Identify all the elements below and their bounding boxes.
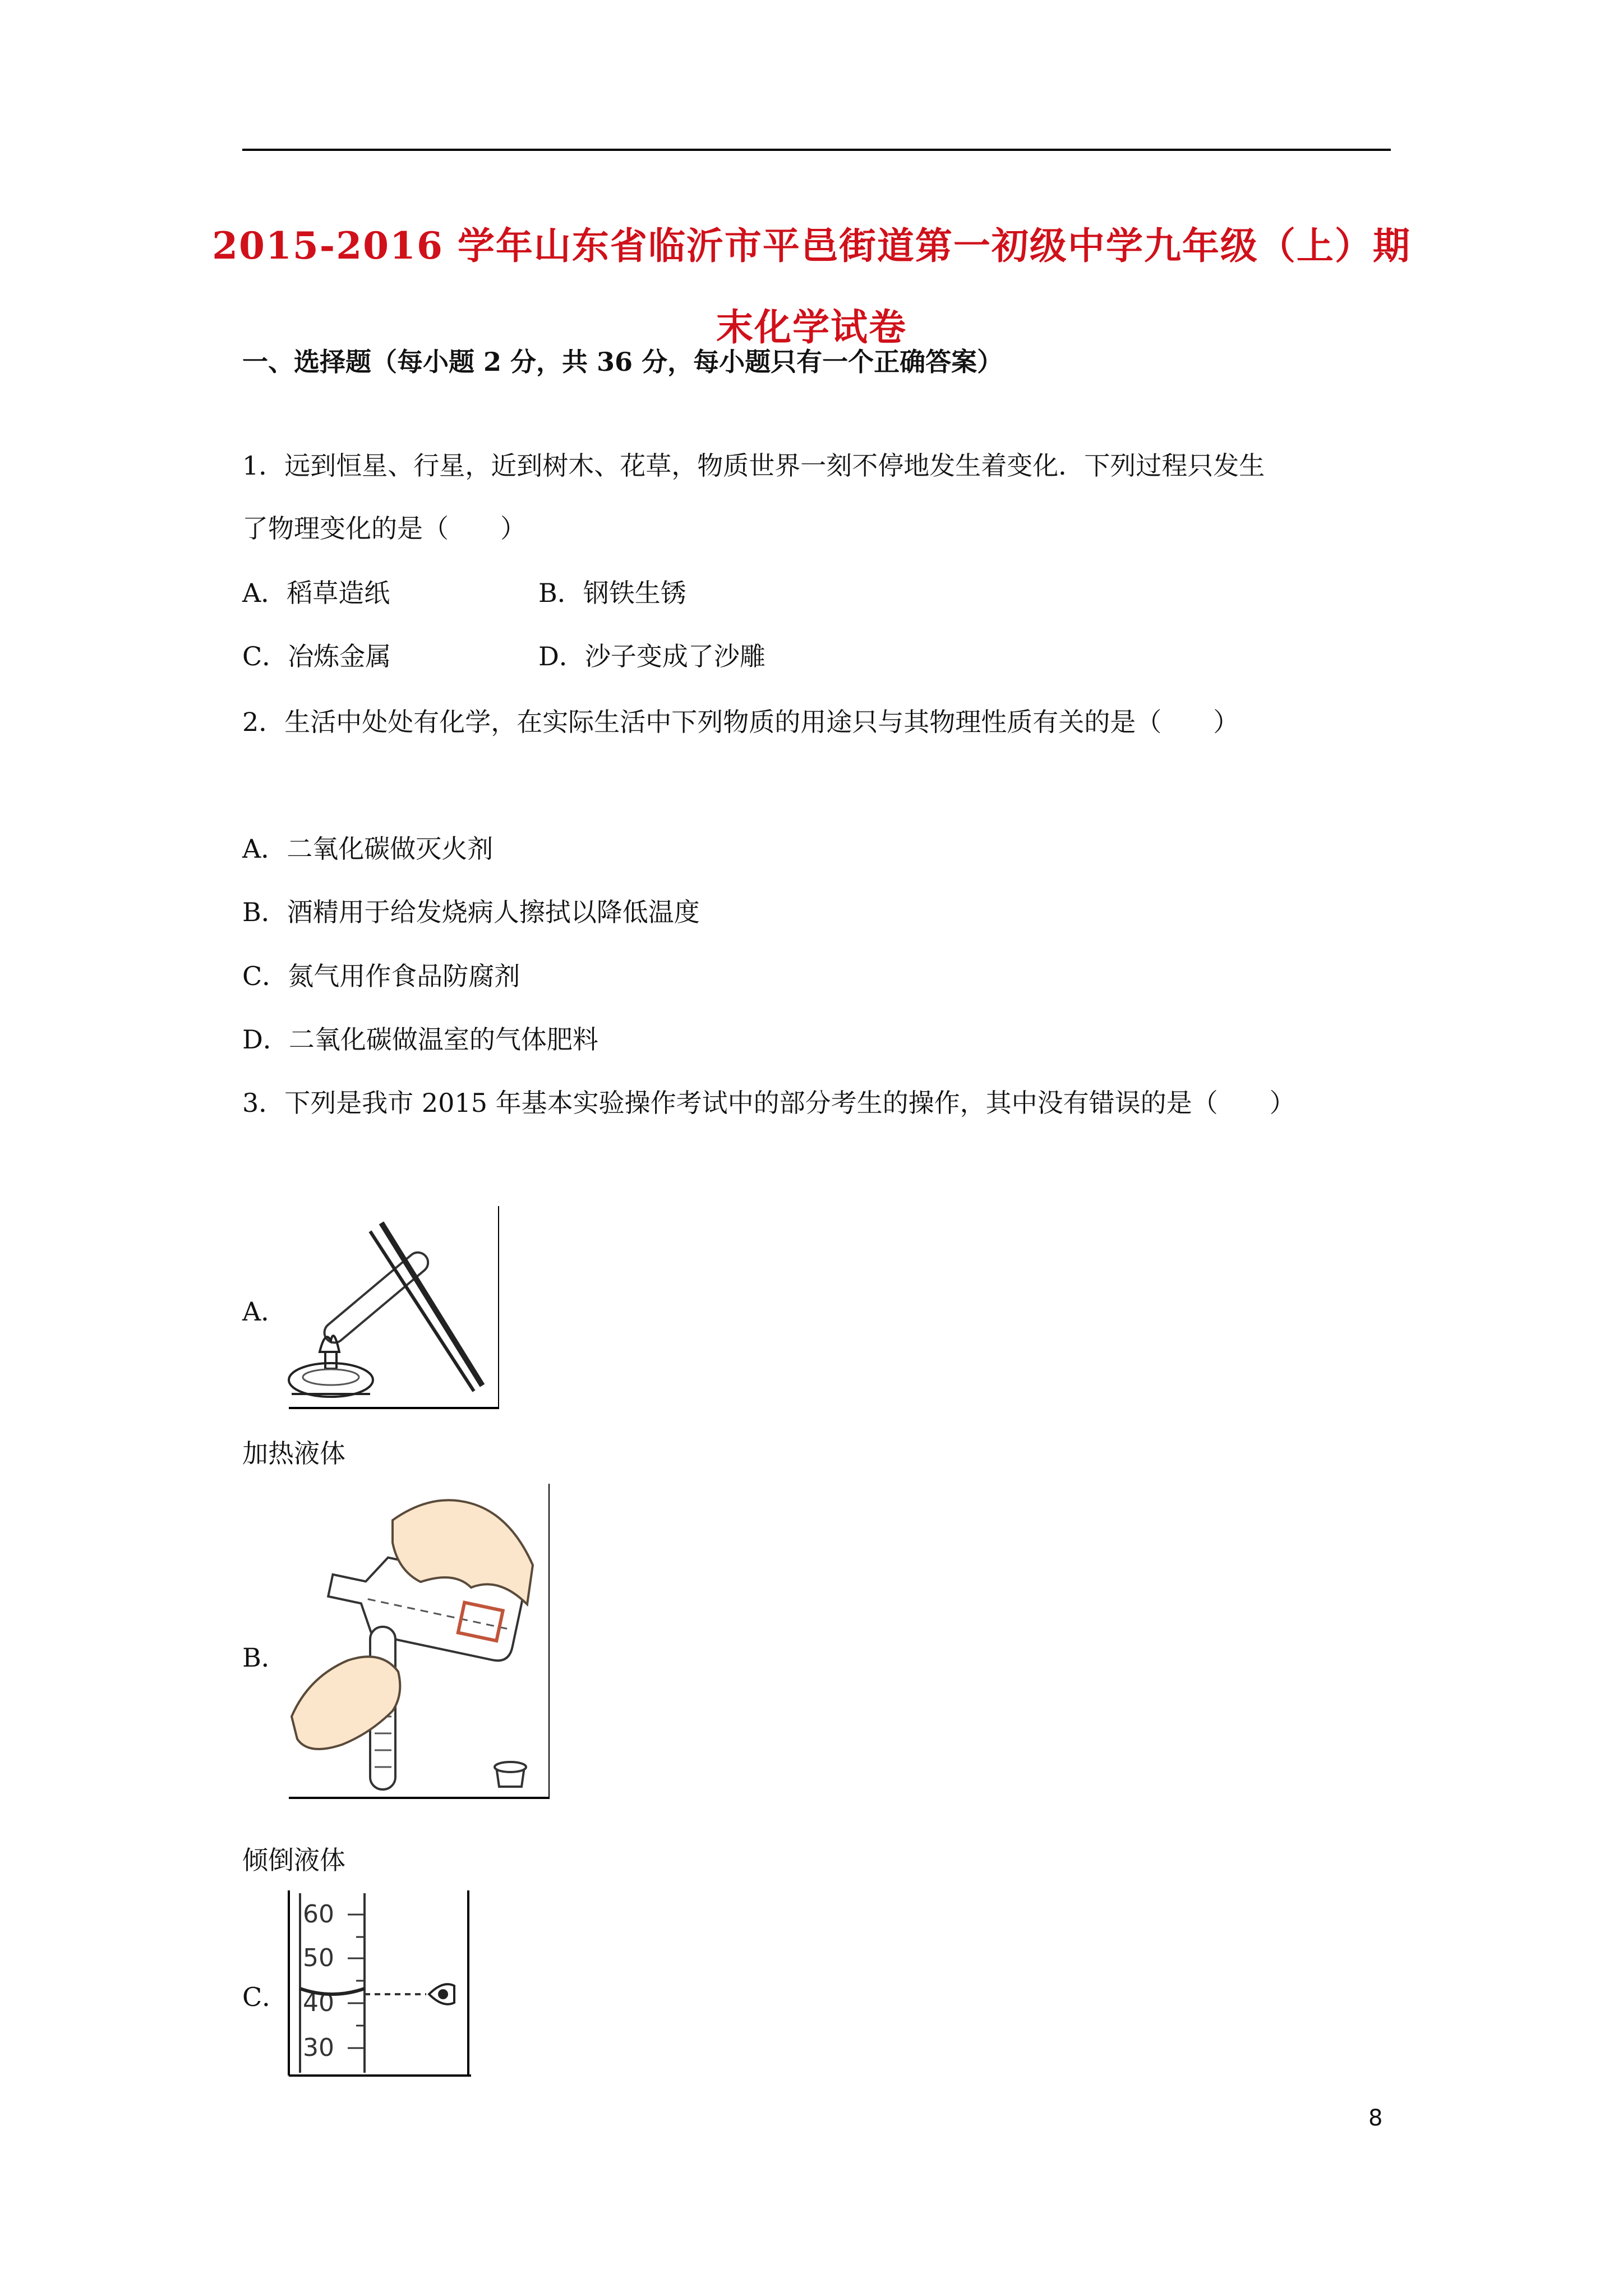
exam-title-line1: 2015-2016 学年山东省临沂市平邑街道第一初级中学九年级（上）期 — [212, 224, 1411, 268]
q3-option-c-letter: C． — [242, 1982, 288, 2012]
q2-option-c: C．氮气用作食品防腐剂 — [242, 961, 520, 991]
q1-option-d: D．沙子变成了沙雕 — [538, 641, 766, 671]
header-rule — [242, 149, 1391, 151]
q1-stem-line1: 1．远到恒星、行星，近到树木、花草，物质世界一刻不停地发生着变化．下列过程只发生 — [242, 450, 1265, 481]
tick-label-50: 50 — [303, 1944, 334, 1972]
q2-option-a: A．二氧化碳做灭火剂 — [242, 834, 494, 864]
q2-option-d: D．二氧化碳做温室的气体肥料 — [242, 1024, 598, 1055]
q3-option-a-caption: 加热液体 — [242, 1438, 345, 1469]
pouring-liquid-figure — [286, 1481, 550, 1801]
q1-stem-line2: 了物理变化的是（ ） — [242, 513, 526, 544]
page-number: 8 — [1368, 2105, 1383, 2131]
section-heading: 一、选择题（每小题 2 分，共 36 分，每小题只有一个正确答案） — [242, 347, 1003, 377]
q2-stem: 2．生活中处处有化学，在实际生活中下列物质的用途只与其物理性质有关的是（ ） — [242, 707, 1239, 737]
q3-stem: 3．下列是我市 2015 年基本实验操作考试中的部分考生的操作，其中没有错误的是（ ） — [242, 1088, 1295, 1118]
q1-option-a: A．稻草造纸 — [242, 578, 390, 608]
q3-option-b-letter: B． — [242, 1642, 287, 1673]
tick-label-60: 60 — [303, 1900, 334, 1929]
q1-option-b: B．钢铁生锈 — [538, 578, 686, 608]
q3-option-b-caption: 倾倒液体 — [242, 1845, 345, 1875]
tick-label-40: 40 — [303, 1989, 334, 2017]
graduated-cylinder-figure — [286, 1888, 471, 2078]
heating-liquid-figure — [286, 1200, 499, 1414]
q2-option-b: B．酒精用于给发烧病人擦拭以降低温度 — [242, 897, 700, 927]
q3-option-a-letter: A． — [242, 1296, 287, 1327]
q1-option-c: C．冶炼金属 — [242, 641, 391, 671]
tick-label-30: 30 — [303, 2033, 334, 2062]
exam-title-line2: 末化学试卷 — [716, 305, 907, 349]
